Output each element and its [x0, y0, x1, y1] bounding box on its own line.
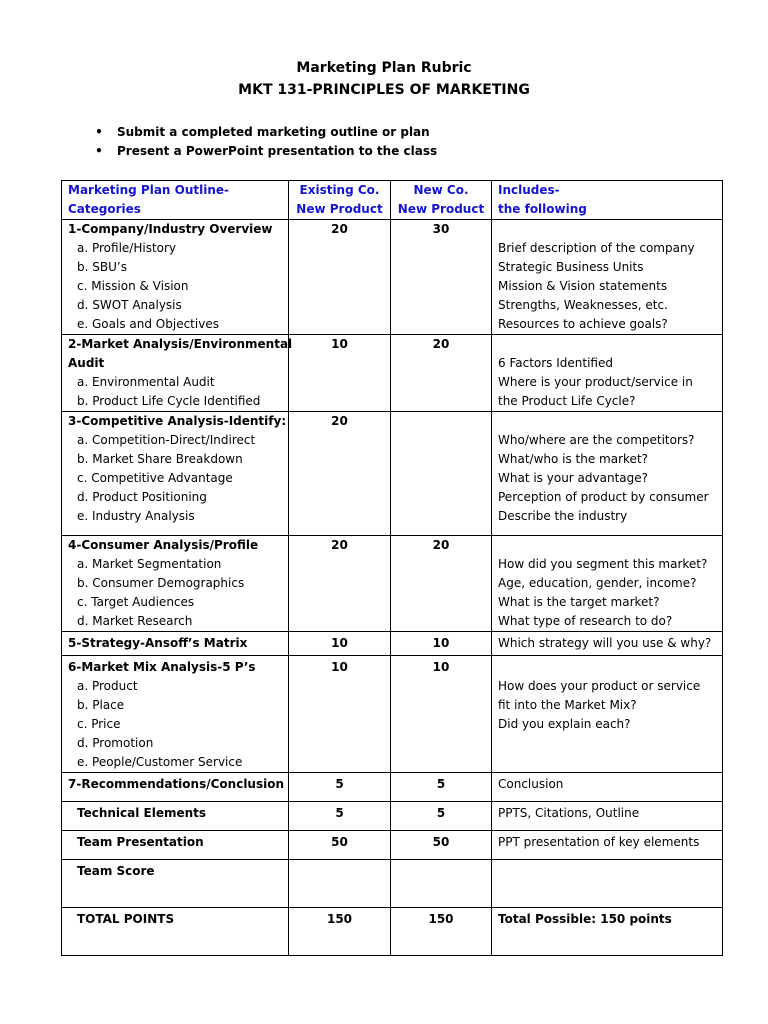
spacer — [498, 658, 716, 677]
category-cell — [62, 773, 289, 802]
existing-points-cell — [289, 220, 391, 335]
requirements-list — [93, 123, 437, 161]
new-points-cell — [391, 802, 492, 831]
includes-cell — [492, 335, 723, 412]
includes-line: PPT presentation of key elements — [498, 835, 700, 849]
category-subitem: e. Goals and Objectives — [77, 317, 219, 331]
new-points: 10 — [432, 660, 450, 674]
category-subitem: b. Product Life Cycle Identified — [77, 394, 261, 408]
includes-line: fit into the Market Mix? — [498, 698, 637, 712]
category-subitem: c. Price — [77, 717, 121, 731]
table-header-row — [62, 181, 723, 220]
new-points-cell — [391, 831, 492, 860]
includes-line: 6 Factors Identified — [498, 356, 613, 370]
bullet-icon: • — [95, 144, 103, 158]
includes-line: Where is your product/service in — [498, 375, 693, 389]
existing-points-cell — [289, 860, 391, 908]
includes-line: How does your product or service — [498, 679, 701, 693]
includes-line: Brief description of the company — [498, 241, 695, 255]
category-title: 3-Competitive Analysis-Identify: — [68, 414, 287, 428]
includes-line: What is your advantage? — [498, 471, 648, 485]
requirement-item: • Present a PowerPoint presentation to the class — [93, 142, 437, 161]
category-subitem: b. Market Share Breakdown — [77, 452, 243, 466]
existing-points-cell — [289, 412, 391, 536]
category-subitem: c. Target Audiences — [77, 595, 195, 609]
existing-points-cell — [289, 773, 391, 802]
includes-line: the Product Life Cycle? — [498, 394, 636, 408]
category-cell — [62, 860, 289, 908]
category-cell — [62, 831, 289, 860]
category-subitem: b. Consumer Demographics — [77, 576, 245, 590]
category-subitem: c. Competitive Advantage — [77, 471, 233, 485]
rubric-row — [62, 656, 723, 773]
category-subitem: d. Product Positioning — [77, 490, 207, 504]
category-subitem: d. Market Research — [77, 614, 193, 628]
spacer — [498, 412, 716, 431]
category-title: 7-Recommendations/Conclusion — [68, 777, 285, 791]
bullet-icon: • — [95, 125, 103, 139]
new-points-cell — [391, 773, 492, 802]
includes-cell — [492, 802, 723, 831]
category-subitem: d. SWOT Analysis — [77, 298, 182, 312]
existing-points-cell — [289, 335, 391, 412]
existing-points-cell — [289, 831, 391, 860]
includes-line: Resources to achieve goals? — [498, 317, 668, 331]
header-existing-co: Existing Co. New Product — [289, 181, 391, 220]
rubric-row — [62, 860, 723, 908]
category-title: 2-Market Analysis/Environmental — [68, 337, 293, 351]
rubric-row — [62, 831, 723, 860]
includes-cell — [492, 860, 723, 908]
rubric-row — [62, 802, 723, 831]
includes-cell — [492, 412, 723, 536]
includes-line: Perception of product by consumer — [498, 490, 709, 504]
existing-points: 20 — [331, 538, 348, 552]
existing-points: 10 — [331, 636, 348, 650]
new-points: 20 — [432, 538, 450, 552]
includes-line: What type of research to do? — [498, 614, 673, 628]
category-title: TOTAL POINTS — [77, 912, 175, 926]
category-subitem: b. Place — [77, 698, 125, 712]
new-points: 10 — [432, 636, 450, 650]
existing-points: 10 — [331, 337, 348, 351]
includes-line: Strategic Business Units — [498, 260, 644, 274]
existing-points-cell — [289, 632, 391, 656]
includes-line: Who/where are the competitors? — [498, 433, 695, 447]
existing-points-cell — [289, 536, 391, 632]
category-subitem: a. Profile/History — [77, 241, 177, 255]
category-subitem: e. People/Customer Service — [77, 755, 243, 769]
existing-points-cell — [289, 802, 391, 831]
includes-line: How did you segment this market? — [498, 557, 708, 571]
new-points-cell — [391, 220, 492, 335]
includes-cell — [492, 656, 723, 773]
rubric-table — [61, 180, 723, 956]
category-subitem: a. Competition-Direct/Indirect — [77, 433, 256, 447]
includes-cell — [492, 536, 723, 632]
existing-points-cell — [289, 908, 391, 956]
includes-line: Strengths, Weaknesses, etc. — [498, 298, 668, 312]
category-subitem: d. Promotion — [77, 736, 154, 750]
category-title: 4-Consumer Analysis/Profile — [68, 538, 259, 552]
category-title: 5-Strategy-Ansoff’s Matrix — [68, 636, 248, 650]
new-points: 30 — [432, 222, 450, 236]
existing-points-cell — [289, 656, 391, 773]
rubric-row — [62, 412, 723, 536]
rubric-row — [62, 773, 723, 802]
includes-line: Mission & Vision statements — [498, 279, 668, 293]
category-cell — [62, 802, 289, 831]
existing-points: 150 — [326, 912, 353, 926]
category-title: Team Score — [77, 864, 155, 878]
existing-points: 20 — [331, 222, 348, 236]
includes-line: Age, education, gender, income? — [498, 576, 697, 590]
category-cell — [62, 908, 289, 956]
includes-line: PPTS, Citations, Outline — [498, 806, 640, 820]
category-cell — [62, 335, 293, 412]
rubric-row — [62, 632, 723, 656]
new-points-cell — [391, 656, 492, 773]
category-cell — [62, 656, 289, 773]
category-subitem: c. Mission & Vision — [77, 279, 189, 293]
category-cell — [62, 632, 289, 656]
existing-points: 5 — [335, 777, 344, 791]
category-subitem: a. Product — [77, 679, 138, 693]
new-points: 50 — [432, 835, 450, 849]
includes-line: Total Possible: 150 points — [498, 912, 672, 926]
includes-line: What/who is the market? — [498, 452, 649, 466]
category-title: 6-Market Mix Analysis-5 P’s — [68, 660, 256, 674]
includes-cell — [492, 220, 723, 335]
new-points-cell — [391, 860, 492, 908]
category-title: Technical Elements — [77, 806, 207, 820]
new-points-cell — [391, 908, 492, 956]
spacer — [498, 335, 716, 354]
new-points-cell — [391, 412, 492, 536]
rubric-row — [62, 536, 723, 632]
rubric-row — [62, 335, 723, 412]
existing-points: 20 — [331, 414, 348, 428]
category-title: Team Presentation — [77, 835, 204, 849]
header-new-co: New Co. New Product — [391, 181, 492, 220]
new-points-cell — [391, 536, 492, 632]
category-subitem: a. Environmental Audit — [77, 375, 215, 389]
existing-points: 5 — [335, 806, 344, 820]
category-cell — [62, 412, 289, 536]
category-title: 1-Company/Industry Overview — [68, 222, 273, 236]
existing-points: 50 — [331, 835, 348, 849]
rubric-row — [62, 908, 723, 956]
includes-cell — [492, 773, 723, 802]
category-title: Audit — [68, 356, 105, 370]
new-points-cell — [391, 335, 492, 412]
new-points: 5 — [436, 777, 446, 791]
includes-line: Which strategy will you use & why? — [498, 636, 712, 650]
includes-line: Conclusion — [498, 777, 564, 791]
includes-cell — [492, 908, 723, 956]
category-cell — [62, 536, 289, 632]
spacer — [498, 536, 716, 555]
includes-line: Did you explain each? — [498, 717, 631, 731]
header-includes: Includes- the following — [492, 181, 723, 220]
includes-cell — [492, 831, 723, 860]
new-points: 150 — [428, 912, 454, 926]
includes-line: What is the target market? — [498, 595, 660, 609]
header-categories: Marketing Plan Outline- Categories — [62, 181, 289, 220]
category-subitem: e. Industry Analysis — [77, 509, 195, 523]
new-points: 5 — [436, 806, 446, 820]
rubric-row — [62, 220, 723, 335]
document-title: Marketing Plan Rubric — [296, 60, 472, 76]
includes-line: Describe the industry — [498, 509, 628, 523]
existing-points: 10 — [331, 660, 348, 674]
spacer — [498, 220, 716, 239]
category-subitem: b. SBU’s — [77, 260, 127, 274]
new-points: 20 — [432, 337, 450, 351]
course-title: MKT 131-PRINCIPLES OF MARKETING — [238, 82, 530, 98]
requirement-item: • Submit a completed marketing outline or plan — [93, 123, 437, 142]
new-points-cell — [391, 632, 492, 656]
category-cell — [62, 220, 289, 335]
includes-cell — [492, 632, 723, 656]
category-subitem: a. Market Segmentation — [77, 557, 222, 571]
